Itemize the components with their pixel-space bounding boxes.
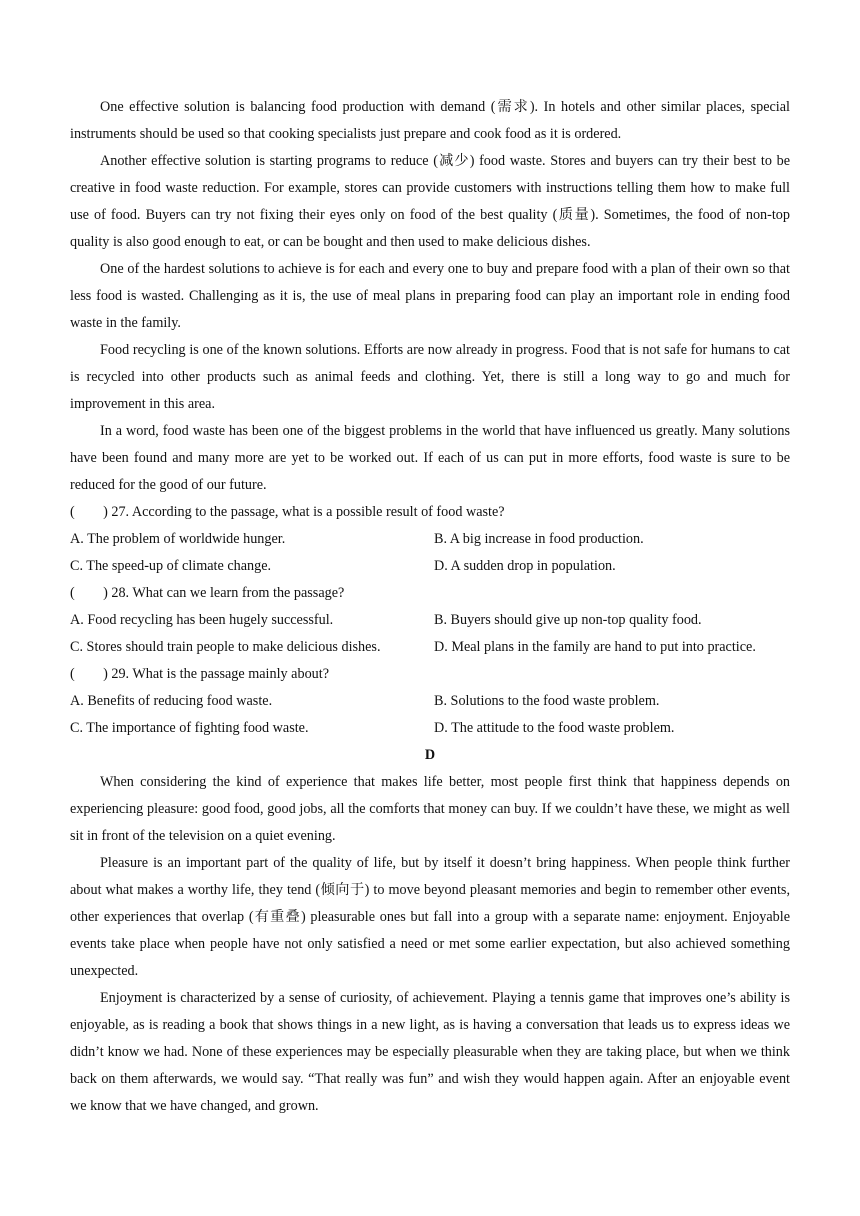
option-b: B. A big increase in food production. [434,531,644,547]
paragraph: One of the hardest solutions to achieve is for each and every one to buy and prepare food with a plan of their own so that less food is wasted. Challenging as it is, the use of meal plans in preparing food can play an important role in ending food waste in the family. [70,261,790,331]
option-d: D. Meal plans in the family are hand to put into practice. [434,639,756,655]
paragraph: Food recycling is one of the known solutions. Efforts are now already in progress. Food that is not safe for humans to cat is recycled into other products such as animal feeds and clothing. Yet, there is still a long way to go and much for improvement in this area. [70,342,790,412]
option-a: A. Benefits of reducing food waste. [70,693,273,709]
question-27 [70,499,790,580]
option-b: B. Solutions to the food waste problem. [434,693,660,709]
options-row [70,634,790,661]
option-d: D. The attitude to the food waste problem. [434,720,675,736]
options-row [70,553,790,580]
options-row [70,607,790,634]
option-c: C. Stores should train people to make delicious dishes. [70,639,381,655]
question-stem: ( ) 29. What is the passage mainly about? [70,666,329,682]
option-c: C. The speed-up of climate change. [70,558,272,574]
question-28 [70,580,790,661]
document-page [70,94,790,1120]
paragraph: When considering the kind of experience that makes life better, most people first think that happiness depends on experiencing pleasure: good food, good jobs, all the comforts that money can buy. If we couldn’t have these, we might as well sit in front of the television on a quiet evening. [70,774,790,844]
options-row [70,526,790,553]
paragraph: Enjoyment is characterized by a sense of curiosity, of achievement. Playing a tennis game that improves one’s ability is enjoyable, as is reading a book that shows things in a new light, as is having a conversation that leads us to express ideas we didn’t know we had. None of these experiences may be especially pleasurable when they are taking place, but when we think back on them afterwards, we would say. “That really was fun” and wish they would happen again. After an enjoyable event we know that we have changed, and grown. [70,990,790,1114]
paragraph: One effective solution is balancing food production with demand (需求). In hotels and other similar places, special instruments should be used so that cooking specialists just prepare and cook food as it is ordered. [70,99,790,142]
option-c: C. The importance of fighting food waste. [70,720,309,736]
question-stem: ( ) 28. What can we learn from the passage? [70,585,345,601]
paragraph: In a word, food waste has been one of the biggest problems in the world that have influenced us greatly. Many solutions have been found and many more are yet to be worked out. If each of us can put in more efforts, food waste is sure to be reduced for the good of our future. [70,423,790,493]
question-29 [70,661,790,742]
options-row [70,715,790,742]
option-a: A. The problem of worldwide hunger. [70,531,286,547]
paragraph: Another effective solution is starting programs to reduce (减少) food waste. Stores and buyers can try their best to be creative in food waste reduction. For example, stores can provide customers with instructions telling them how to make full use of food. Buyers can try not fixing their eyes only on food of the best quality (质量). Sometimes, the food of non-top quality is also good enough to eat, or can be bought and then used to make delicious dishes. [70,153,790,250]
option-b: B. Buyers should give up non-top quality food. [434,612,702,628]
question-stem: ( ) 27. According to the passage, what is a possible result of food waste? [70,504,505,520]
option-a: A. Food recycling has been hugely successful. [70,612,334,628]
option-d: D. A sudden drop in population. [434,558,616,574]
options-row [70,688,790,715]
paragraph: Pleasure is an important part of the quality of life, but by itself it doesn’t bring happiness. When people think further about what makes a worthy life, they tend (倾向于) to move beyond pleasant memories and begin to remember other events, other experiences that overlap (有重叠) pleasurable ones but fall into a group with a separate name: enjoyment. Enjoyable events take place when people have not only satisfied a need or met some earlier expectation, but also achieved something unexpected. [70,855,790,979]
section-heading: D [424,747,436,763]
